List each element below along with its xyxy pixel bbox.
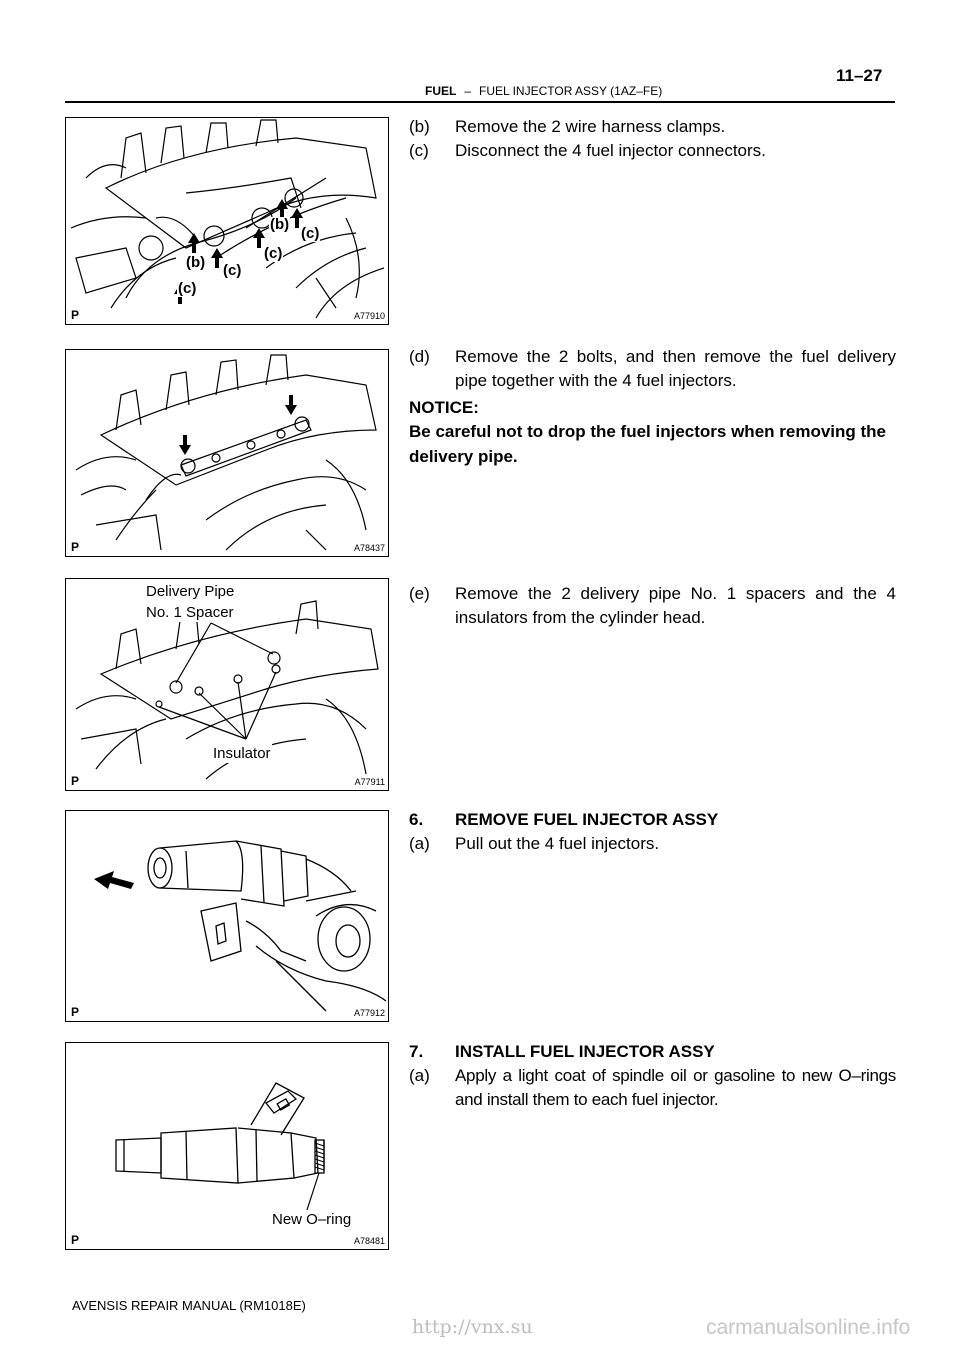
step-7a bbox=[409, 1064, 896, 1112]
label-insulator: Insulator bbox=[213, 745, 271, 762]
figure-id: A77911 bbox=[354, 777, 385, 787]
step-7-heading bbox=[409, 1040, 896, 1064]
figure-id: A78481 bbox=[353, 1236, 385, 1246]
engine-connectors-drawing bbox=[66, 118, 388, 324]
step-text: Pull out the 4 fuel injectors. bbox=[455, 834, 660, 853]
step-text: Apply a light coat of spindle oil or gasoline to new O–rings and install them to each fuel injector. bbox=[455, 1066, 896, 1109]
callout-c-1: (c) bbox=[178, 280, 197, 297]
header-subtitle: FUEL INJECTOR ASSY (1AZ–FE) bbox=[479, 84, 663, 98]
step-c bbox=[409, 139, 896, 163]
figure-p-mark: P bbox=[71, 774, 80, 788]
header-separator: – bbox=[464, 84, 472, 98]
notice-text: Be careful not to drop the fuel injectors when removing the delivery pipe. bbox=[409, 422, 886, 466]
label-new-o-ring: New O–ring bbox=[272, 1211, 352, 1228]
callout-b-1: (b) bbox=[186, 254, 206, 271]
figure-p-mark: P bbox=[71, 540, 80, 554]
step-number: 6. bbox=[409, 810, 424, 829]
step-marker: (e) bbox=[409, 584, 430, 603]
watermark-right: carmanualsonline.info bbox=[706, 1316, 911, 1339]
figure-p-mark: P bbox=[71, 308, 80, 322]
label-delivery-pipe: Delivery Pipe bbox=[146, 583, 235, 600]
step-marker: (c) bbox=[409, 141, 429, 160]
step-text: Disconnect the 4 fuel injector connectors. bbox=[455, 141, 766, 160]
figure-new-o-ring bbox=[65, 1042, 389, 1250]
figure-id: A77912 bbox=[353, 1008, 385, 1018]
step-d bbox=[409, 345, 896, 393]
step-b bbox=[409, 115, 896, 139]
running-header bbox=[425, 84, 662, 98]
step-text: Remove the 2 wire harness clamps. bbox=[455, 117, 726, 136]
step-marker: (a) bbox=[409, 834, 430, 853]
label-no1-spacer: No. 1 Spacer bbox=[146, 604, 234, 621]
step-6a bbox=[409, 832, 896, 856]
step-heading: REMOVE FUEL INJECTOR ASSY bbox=[455, 810, 719, 829]
step-number: 7. bbox=[409, 1042, 424, 1061]
step-6-heading bbox=[409, 808, 896, 832]
step-heading: INSTALL FUEL INJECTOR ASSY bbox=[455, 1042, 715, 1061]
callout-c-3: (c) bbox=[264, 245, 283, 262]
figure-p-mark: P bbox=[71, 1005, 80, 1019]
step-text: Remove the 2 delivery pipe No. 1 spacers and the 4 insulators from the cylinder head. bbox=[455, 584, 896, 627]
header-section: FUEL bbox=[425, 84, 457, 98]
figure-injector-connectors bbox=[65, 117, 389, 325]
figure-p-mark: P bbox=[71, 1233, 80, 1247]
figure-id: A77910 bbox=[353, 311, 385, 321]
step-e bbox=[409, 582, 896, 630]
figure-delivery-pipe bbox=[65, 349, 389, 557]
step-text: Remove the 2 bolts, and then remove the fuel delivery pipe together with the 4 fuel injectors. bbox=[455, 347, 896, 390]
header-rule bbox=[65, 101, 895, 103]
callout-b-2: (b) bbox=[270, 216, 290, 233]
callout-c-2: (c) bbox=[223, 262, 242, 279]
delivery-pipe-drawing bbox=[66, 350, 388, 556]
callout-c-4: (c) bbox=[301, 225, 320, 242]
figure-pull-out-injector bbox=[65, 810, 389, 1022]
notice-title: NOTICE: bbox=[409, 398, 479, 417]
page-number: 11–27 bbox=[836, 66, 883, 85]
step-marker: (a) bbox=[409, 1066, 430, 1085]
watermark-left: http://vnx.su bbox=[412, 1316, 533, 1338]
figure-id: A78437 bbox=[353, 543, 385, 553]
figure-spacers-insulators bbox=[65, 578, 389, 791]
step-marker: (d) bbox=[409, 347, 430, 366]
pull-injector-drawing bbox=[66, 811, 388, 1021]
step-marker: (b) bbox=[409, 117, 430, 136]
footer-manual-id: AVENSIS REPAIR MANUAL (RM1018E) bbox=[72, 1298, 306, 1313]
